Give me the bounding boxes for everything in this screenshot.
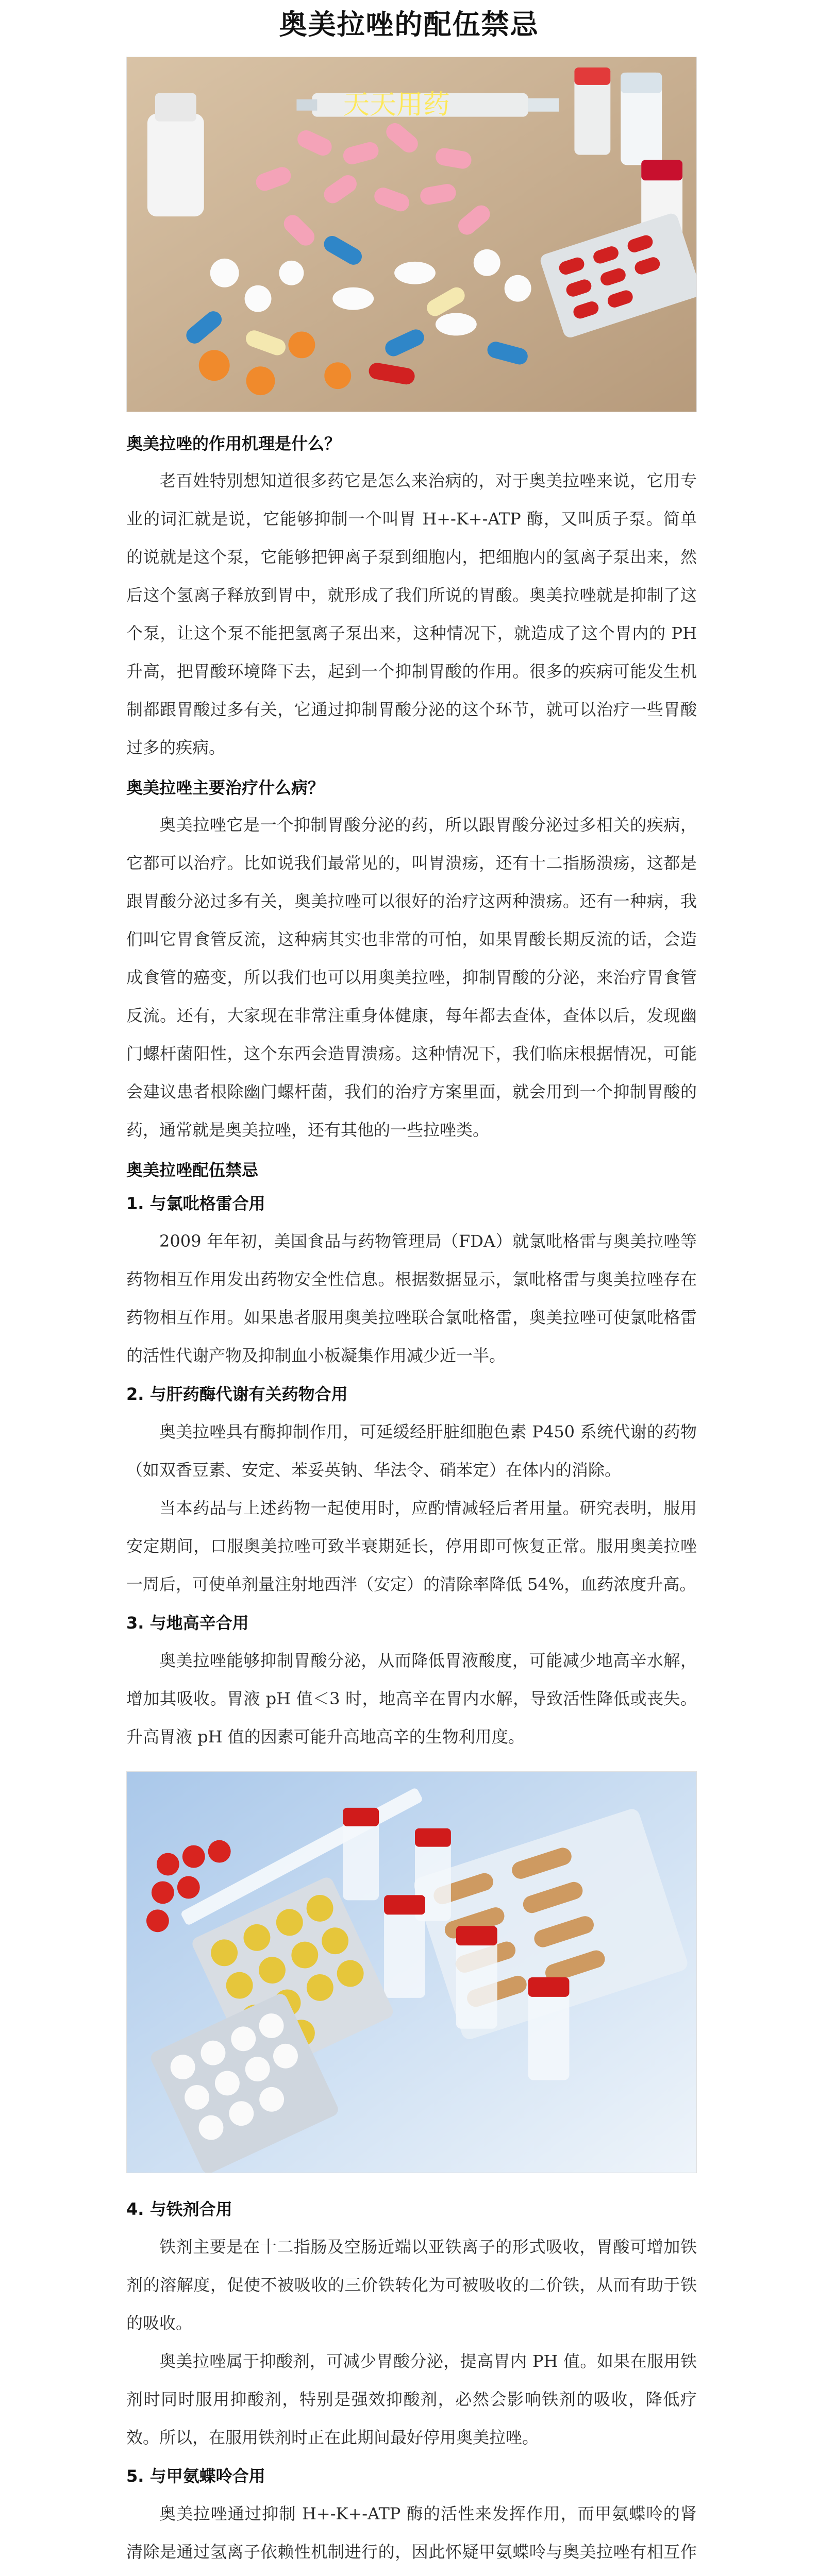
heading-mechanism: 奥美拉唑的作用机理是什么？ bbox=[126, 434, 341, 453]
item-5-title: 5. 与甲氨蝶呤合用 bbox=[126, 2466, 265, 2486]
page-title: 奥美拉唑的配伍禁忌 bbox=[279, 8, 539, 41]
article-content bbox=[126, 422, 697, 2576]
item-3-title: 3. 与地高辛合用 bbox=[126, 1613, 249, 1633]
item-1-title: 1. 与氯吡格雷合用 bbox=[126, 1194, 265, 1213]
pills-illustration bbox=[127, 57, 696, 412]
item-5-paragraph-1: 奥美拉唑通过抑制 H+-K+-ATP 酶的活性来发挥作用，而甲氨蝶呤的肾清除是通过氢离子依赖性机制进行的，因此怀疑甲氨蝶呤与奥美拉唑有相互作 bbox=[126, 2504, 697, 2562]
item-4-title: 4. 与铁剂合用 bbox=[126, 2199, 232, 2219]
item-2-title: 2. 与肝药酶代谢有关药物合用 bbox=[126, 1384, 348, 1404]
item-4-paragraph-1: 铁剂主要是在十二指肠及空肠近端以亚铁离子的形式吸收，胃酸可增加铁剂的溶解度，促使不被吸收的三价铁转化为可被吸收的二价铁，从而有助于铁的吸收。 bbox=[126, 2237, 697, 2333]
item-2-paragraph-1: 奥美拉唑具有酶抑制作用，可延缓经肝脏细胞色素 P450 系统代谢的药物（如双香豆素、安定、苯妥英钠、华法令、硝苯定）在体内的消除。 bbox=[126, 1422, 697, 1480]
item-4-paragraph-2: 奥美拉唑属于抑酸剂，可减少胃酸分泌，提高胃内 PH 值。如果在服用铁剂时同时服用抑酸剂，特别是强效抑酸剂，必然会影响铁剂的吸收，降低疗效。所以，在服用铁剂时正在此期间最好停用奥美拉唑。 bbox=[126, 2351, 697, 2447]
paragraph-mechanism: 老百姓特别想知道很多药它是怎么来治病的，对于奥美拉唑来说，它用专业的词汇就是说，它能够抑制一个叫胃 H+-K+-ATP 酶，又叫质子泵。简单的说就是这个泵，它能够把钾离子泵到细胞内，把细胞内的氢离子泵出来，然后这个氢离子释放到胃中，就形成了我们所说的胃酸。奥美拉唑就是抑制了这个泵，让这个泵不能把氢离子泵出来，这种情况下，就造成了这个胃内的 PH 升高，把胃酸环境降下去，起到一个抑制胃酸的作用。很多的疾病可能发生机制都跟胃酸过多有关，它通过抑制胃酸分泌的这个环节，就可以治疗一些胃酸过多的疾病。 bbox=[126, 471, 697, 757]
item-1-paragraph: 2009 年年初，美国食品与药物管理局（FDA）就氯吡格雷与奥美拉唑等药物相互作用发出药物安全性信息。根据数据显示，氯吡格雷与奥美拉唑存在药物相互作用。如果患者服用奥美拉唑联合氯吡格雷，奥美拉唑可使氯吡格雷的活性代谢产物及抑制血小板凝集作用减少近一半。 bbox=[126, 1231, 697, 1365]
item-2-paragraph-2: 当本药品与上述药物一起使用时，应酌情减轻后者用量。研究表明，服用安定期间，口服奥美拉唑可致半衰期延长，停用即可恢复正常。服用奥美拉唑一周后，可使单剂量注射地西泮（安定）的清除率降低 54%，血药浓度升高。 bbox=[126, 1498, 697, 1594]
vials-illustration bbox=[127, 1772, 696, 2173]
vials-photo bbox=[126, 1771, 697, 2173]
paragraph-diseases: 奥美拉唑它是一个抑制胃酸分泌的药，所以跟胃酸分泌过多相关的疾病，它都可以治疗。比如说我们最常见的，叫胃溃疡，还有十二指肠溃疡，这都是跟胃酸分泌过多有关，奥美拉唑可以很好的治疗这两种溃疡。还有一种病，我们叫它胃食管反流，这种病其实也非常的可怕，如果胃酸长期反流的话，会造成食管的癌变，所以我们也可以用奥美拉唑，抑制胃酸的分泌，来治疗胃食管反流。还有，大家现在非常注重身体健康，每年都去查体，查体以后，发现幽门螺杆菌阳性，这个东西会造胃溃疡。这种情况下，我们临床根据情况，可能会建议患者根除幽门螺杆菌，我们的治疗方案里面，就会用到一个抑制胃酸的药，通常就是奥美拉唑，还有其他的一些拉唑类。 bbox=[126, 815, 697, 1140]
heading-diseases: 奥美拉唑主要治疗什么病？ bbox=[126, 778, 325, 798]
item-3-paragraph: 奥美拉唑能够抑制胃酸分泌，从而降低胃液酸度，可能减少地高辛水解，增加其吸收。胃液 pH 值＜3 时，地高辛在胃内水解，导致活性降低或丧失。升高胃液 pH 值的因素可能升高地高辛的生物利用度。 bbox=[126, 1651, 697, 1747]
pills-photo bbox=[126, 57, 697, 412]
watermark-text: 天天用药 bbox=[343, 89, 450, 121]
heading-contraindications: 奥美拉唑配伍禁忌 bbox=[126, 1160, 259, 1180]
